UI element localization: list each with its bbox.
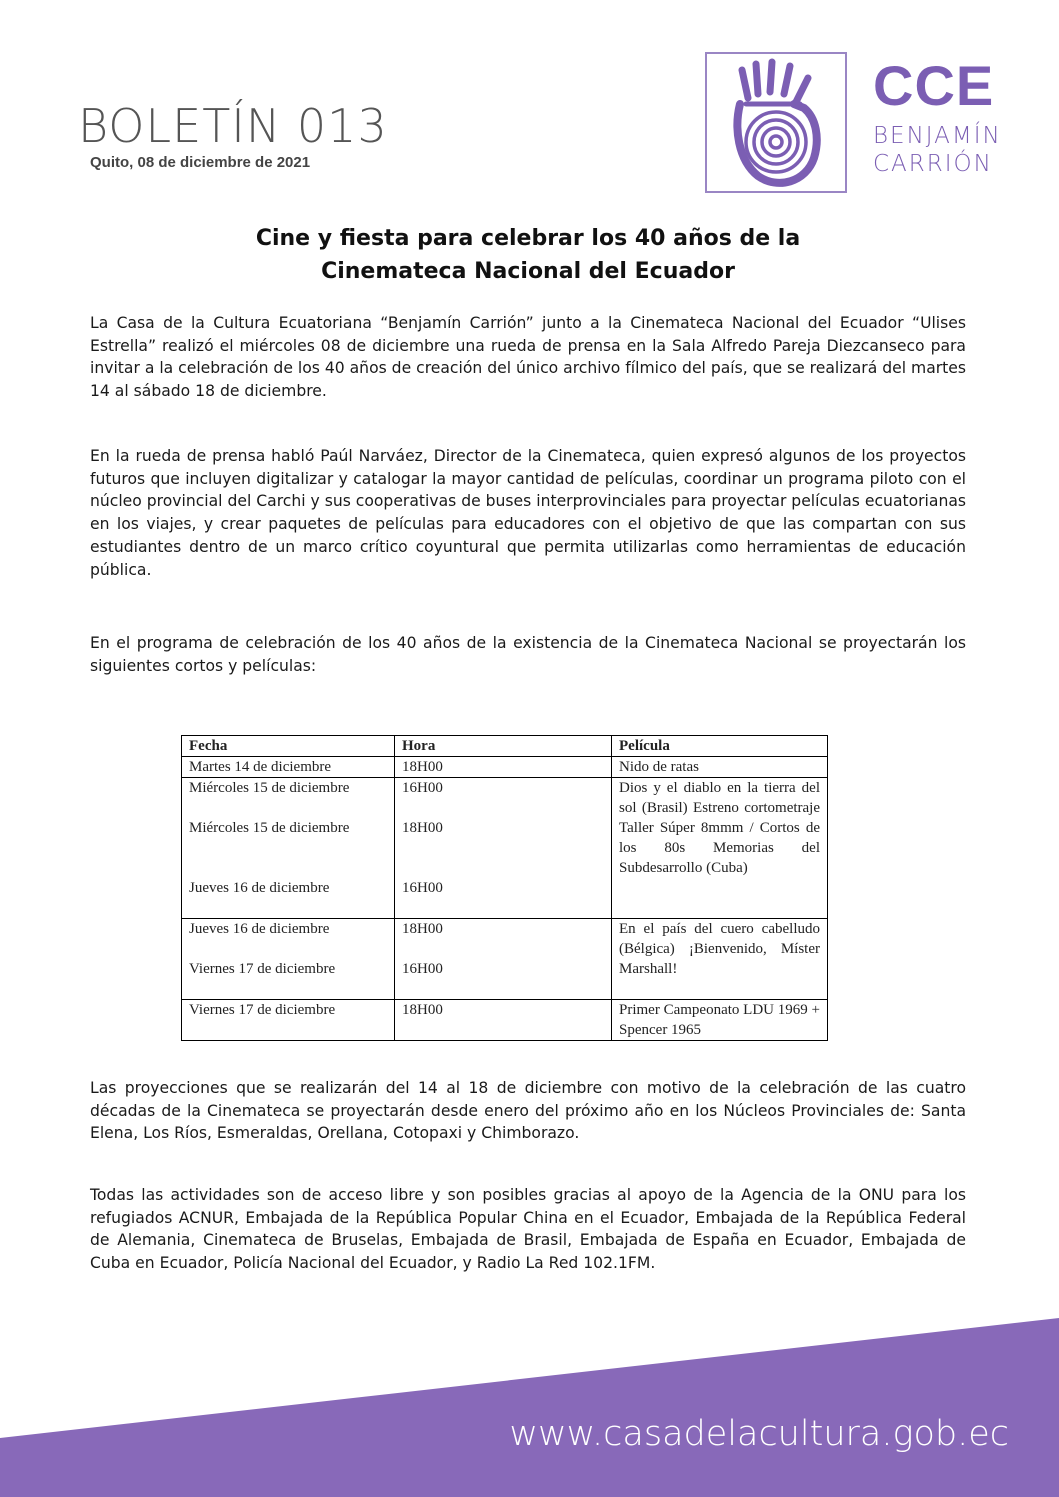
paragraph-4: Las proyecciones que se realizarán del 14 al 18 de diciembre con motivo de la celebración de las cuatro décadas de la Cinemateca se proyectarán desde enero del próximo año en los Núcleos Provinciales de: Santa Elena, Los Ríos, Esmeraldas, Orellana, Cotopaxi y Chimborazo. [90, 1079, 966, 1143]
cell-hora [395, 919, 612, 1000]
cell-pelicula: Dios y el diablo en la tierra del sol (Brasil) Estreno cortometraje Taller Súper 8mmm / Cortos de los 80s Memorias del Subdesarrollo (Cuba) [612, 778, 828, 919]
cell-fecha-line: Martes 14 de diciembre [189, 759, 332, 775]
logo-name-line1: BENJAMÍN [873, 123, 1002, 149]
cell-hora-line: 18H00 [402, 820, 443, 836]
paragraph-5: Todas las actividades son de acceso libre y son posibles gracias al apoyo de la Agencia de la ONU para los refugiados ACNUR, Embajada de la República Popular China en el Ecuador, Embajada de la República Federal de Alemania, Cinemateca de Bruselas, Embajada de Brasil, Embajada de España en Ecuador, Embajada de Cuba en Ecuador, Policía Nacional del Ecuador, y Radio La Red 102.1FM. [90, 1186, 966, 1273]
logo-acronym: CCE [873, 54, 995, 117]
cell-hora-line: 16H00 [402, 880, 443, 896]
cell-hora [395, 1000, 612, 1041]
cell-hora-line: 18H00 [402, 921, 443, 937]
headline [90, 222, 966, 288]
cell-fecha-line: Viernes 17 de diciembre [189, 1002, 336, 1018]
bulletin-number: BOLETÍN 013 [78, 99, 388, 153]
header-fecha: Fecha [182, 736, 395, 757]
cell-fecha-line: Miércoles 15 de diciembre [189, 780, 350, 796]
paragraph-3: En el programa de celebración de los 40 años de la existencia de la Cinemateca Nacional se proyectarán los siguientes cortos y películas: [90, 634, 966, 675]
table-row [182, 778, 828, 919]
table-header-row [182, 736, 828, 757]
footer-band [0, 1318, 1059, 1497]
cell-fecha [182, 757, 395, 778]
logo-wordmark [873, 54, 1002, 178]
headline-line-1: Cine y fiesta para celebrar los 40 años de la [255, 226, 801, 251]
table-row [182, 919, 828, 1000]
cell-fecha-line [189, 898, 387, 918]
cell-fecha [182, 778, 395, 919]
website-url: www.casadelacultura.gob.ec [509, 1414, 1009, 1454]
cell-hora-line [402, 838, 604, 858]
cell-hora [395, 757, 612, 778]
logo-emblem [705, 52, 847, 193]
bulletin-date: Quito, 08 de diciembre de 2021 [90, 154, 311, 171]
cell-hora-line [402, 798, 604, 818]
cell-pelicula: Primer Campeonato LDU 1969 + Spencer 1965 [612, 1000, 828, 1041]
cell-hora-line: 16H00 [402, 780, 443, 796]
cell-hora-line [402, 979, 604, 999]
cell-fecha-line [189, 979, 387, 999]
paragraph-1: La Casa de la Cultura Ecuatoriana “Benjamín Carrión” junto a la Cinemateca Nacional del Ecuador “Ulises Estrella” realizó el miércoles 08 de diciembre una rueda de prensa en la Sala Alfredo Pareja Diezcanseco para invitar a la celebración de los 40 años de creación del único archivo fílmico del país, que se realizará del martes 14 al sábado 18 de diciembre. [90, 314, 966, 401]
cell-fecha [182, 1000, 395, 1041]
cell-hora-line [402, 1020, 604, 1040]
cell-fecha-line [189, 798, 387, 818]
footer-band-shape [0, 1318, 1059, 1497]
cell-hora-line: 18H00 [402, 1002, 443, 1018]
cell-pelicula: En el país del cuero cabelludo (Bélgica) ¡Bienvenido, Míster Marshall! [612, 919, 828, 1000]
cell-hora-line [402, 858, 604, 878]
cell-fecha-line [189, 838, 387, 858]
headline-line-2: Cinemateca Nacional del Ecuador [321, 259, 735, 284]
cell-hora-line: 16H00 [402, 961, 443, 977]
schedule-table [181, 735, 828, 1041]
table-row [182, 1000, 828, 1041]
cell-fecha-line [189, 939, 387, 959]
header-hora: Hora [395, 736, 612, 757]
header-pelicula: Película [612, 736, 828, 757]
cell-hora-line [402, 939, 604, 959]
cell-hora-line: 18H00 [402, 759, 443, 775]
cell-fecha-line [189, 858, 387, 878]
cell-fecha-line: Viernes 17 de diciembre [189, 961, 336, 977]
cell-fecha-line [189, 1020, 387, 1040]
cell-fecha [182, 919, 395, 1000]
paragraph-2: En la rueda de prensa habló Paúl Narváez, Director de la Cinemateca, quien expresó algunos de los proyectos futuros que incluyen digitalizar y catalogar la mayor cantidad de películas, coordinar un programa piloto con el núcleo provincial del Carchi y sus cooperativas de buses interprovinciales para proyectar películas ecuatorianas en los viajes, y crear paquetes de películas para educadores con el objetivo de que las compartan con sus estudiantes dentro de un marco crítico coyuntural que permita utilizarlas como herramientas de educación pública. [90, 447, 967, 579]
logo-name-line2: CARRIÓN [873, 151, 993, 177]
hand-spiral-icon [728, 58, 824, 188]
cell-hora-line [402, 898, 604, 918]
table-row [182, 757, 828, 778]
cell-fecha-line: Miércoles 15 de diciembre [189, 820, 350, 836]
cell-pelicula: Nido de ratas [612, 757, 828, 778]
cell-fecha-line: Jueves 16 de diciembre [189, 921, 330, 937]
cell-hora [395, 778, 612, 919]
cell-fecha-line: Jueves 16 de diciembre [189, 880, 330, 896]
